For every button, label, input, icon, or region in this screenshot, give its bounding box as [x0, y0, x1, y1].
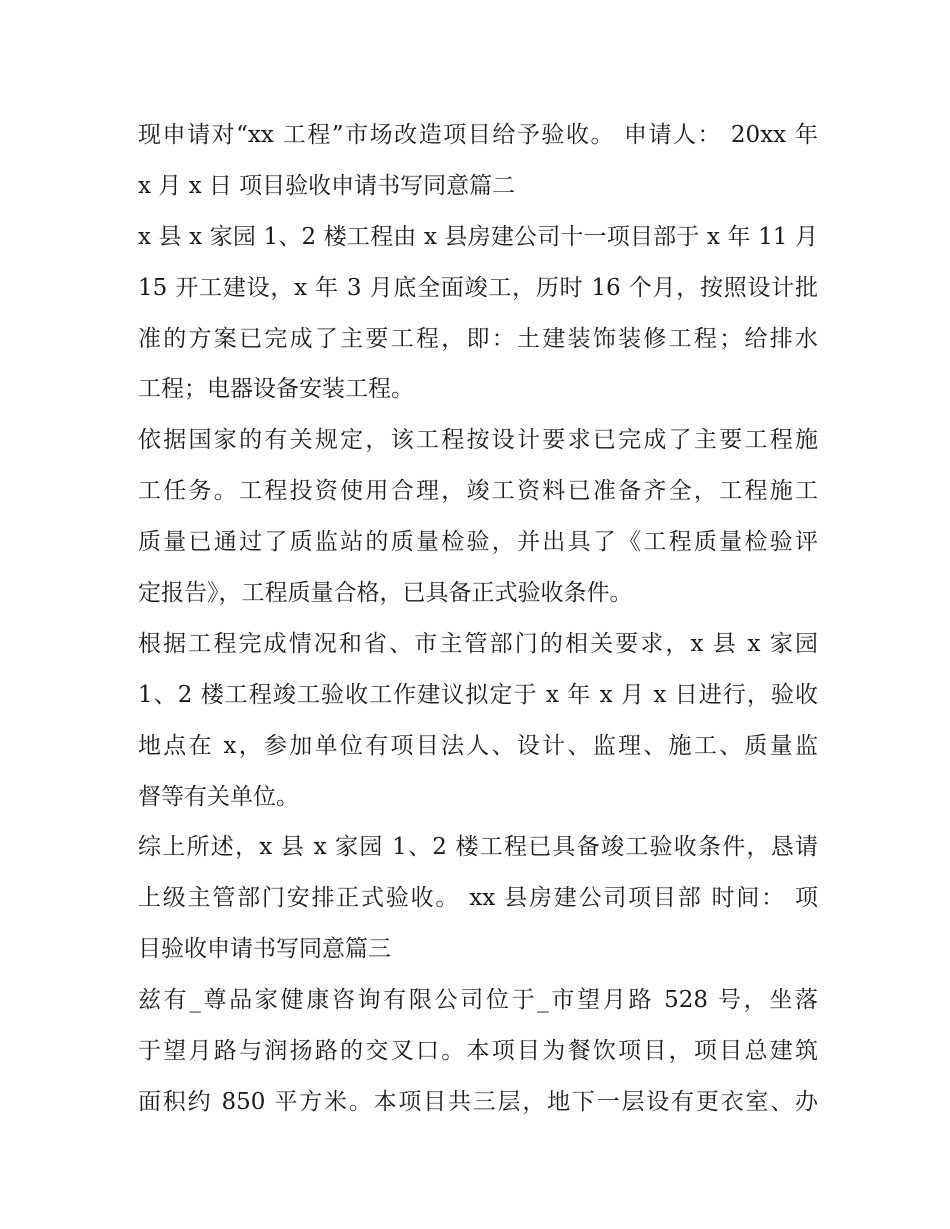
text-line: 于望月路与润扬路的交叉口。本项目为餐饮项目，项目总建筑 [138, 1038, 818, 1065]
text-line: 工程；电器设备安装工程。 [138, 376, 414, 403]
text-line: 根据工程完成情况和省、市主管部门的相关要求，x 县 x 家园 [138, 630, 818, 657]
text-line: 面积约 850 平方米。本项目共三层，地下一层设有更衣室、办 [138, 1088, 818, 1115]
text-line: 上级主管部门安排正式验收。 xx 县房建公司项目部 时间： 项 [138, 885, 818, 912]
text-line: 15 开工建设，x 年 3 月底全面竣工，历时 16 个月，按照设计批 [138, 274, 818, 301]
text-line: 现申请对“xx 工程”市场改造项目给予验收。 申请人： 20xx 年 [138, 122, 818, 148]
text-line: 质量已通过了质监站的质量检验，并出具了《工程质量检验评 [138, 529, 818, 556]
text-line: 目验收申请书写同意篇三 [138, 936, 391, 963]
text-line: 依据国家的有关规定，该工程按设计要求已完成了主要工程施 [138, 427, 818, 454]
text-line: 定报告》，工程质量合格，已具备正式验收条件。 [138, 580, 633, 607]
text-line: 综上所述，x 县 x 家园 1、2 楼工程已具备竣工验收条件，恳请 [138, 834, 818, 861]
text-line: x 月 x 日 项目验收申请书写同意篇二 [138, 172, 516, 199]
text-line: 地点在 x，参加单位有项目法人、设计、监理、施工、质量监 [138, 732, 818, 759]
text-line: x 县 x 家园 1、2 楼工程由 x 县房建公司十一项目部于 x 年 11 月 [138, 223, 818, 250]
text-line: 1、2 楼工程竣工验收工作建议拟定于 x 年 x 月 x 日进行，验收 [138, 681, 818, 708]
text-line: 工任务。工程投资使用合理，竣工资料已准备齐全，工程施工 [138, 478, 818, 505]
text-line: 督等有关单位。 [138, 783, 299, 810]
text-line: 兹有_尊品家健康咨询有限公司位于_市望月路 528 号，坐落 [138, 987, 818, 1014]
document-body [138, 110, 818, 1128]
text-line: 准的方案已完成了主要工程，即：土建装饰装修工程；给排水 [138, 325, 818, 352]
